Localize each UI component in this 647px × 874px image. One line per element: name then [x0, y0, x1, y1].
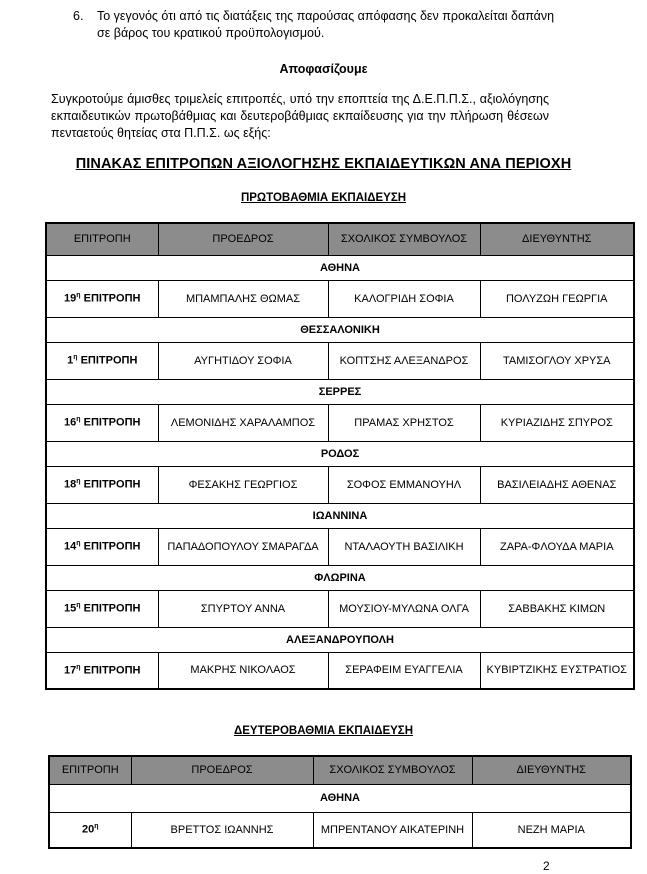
region-row [46, 317, 634, 342]
director-cell: ΖΑΡΑ-ΦΛΟΥΔΑ ΜΑΡΙΑ [480, 528, 634, 565]
main-title: ΠΙΝΑΚΑΣ ΕΠΙΤΡΟΠΩΝ ΑΞΙΟΛΟΓΗΣΗΣ ΕΚΠΑΙΔΕΥΤΙΚΩΝ ΑΝΑ ΠΕΡΙΟΧΗ [75, 156, 572, 172]
column-header: ΣΧΟΛΙΚΟΣ ΣΥΜΒΟΥΛΟΣ [313, 756, 472, 784]
column-header: ΔΙΕΥΘΥΝΤΗΣ [480, 223, 634, 255]
director-cell: ΤΑΜΙΣΟΓΛΟΥ ΧΡΥΣΑ [480, 342, 634, 379]
advisor-cell: ΣΕΡΑΦΕΙΜ ΕΥΑΓΓΕΛΙΑ [328, 652, 480, 689]
advisor-cell: ΚΑΛΟΓΡΙΔΗ ΣΟΦΙΑ [328, 280, 480, 317]
committee-number: 18 [64, 478, 77, 491]
committee-number: 15 [64, 602, 77, 615]
director-cell: ΚΥΡΙΑΖΙΔΗΣ ΣΠΥΡΟΣ [480, 404, 634, 441]
region-name: ΑΘΗΝΑ [46, 255, 634, 280]
paragraph-text: Το γεγονός ότι από τις διατάξεις της παρούσας απόφασης δεν προκαλείται δαπάνη σε βάρος του κρατικού προϋπολογισμού. [97, 9, 555, 40]
committee-number: 16 [64, 416, 77, 429]
committee-label: ΕΠΙΤΡΟΠΗ [83, 416, 141, 429]
region-row [46, 503, 634, 528]
director-cell: ΠΟΛΥΖΩΗ ΓΕΩΡΓΙΑ [480, 280, 634, 317]
secondary-section-title: ΔΕΥΤΕΡΟΒΑΘΜΙΑ ΕΚΠΑΙΔΕΥΣΗ [233, 725, 414, 737]
committee-number: 19 [64, 292, 77, 305]
table-row [46, 466, 634, 503]
advisor-cell: ΚΟΠΤΣΗΣ ΑΛΕΞΑΝΔΡΟΣ [328, 342, 480, 379]
advisor-cell: ΜΟΥΣΙΟΥ-ΜΥΛΩΝΑ ΟΛΓΑ [328, 590, 480, 627]
region-name: ΙΩΑΝΝΙΝΑ [46, 503, 634, 528]
committee-ordinal: η [76, 478, 81, 486]
secondary-committees-table [48, 755, 632, 849]
table-row [46, 342, 634, 379]
decision-heading: Αποφασίζουμε [279, 62, 368, 76]
president-cell: ΜΠΑΜΠΑΛΗΣ ΘΩΜΑΣ [158, 280, 328, 317]
committee-ordinal: η [76, 416, 81, 424]
president-cell: ΠΑΠΑΔΟΠΟΥΛΟΥ ΣΜΑΡΑΓΔΑ [158, 528, 328, 565]
primary-committees-table [45, 222, 635, 690]
primary-section-title: ΠΡΩΤΟΒΑΘΜΙΑ ΕΚΠΑΙΔΕΥΣΗ [240, 192, 407, 204]
column-header: ΕΠΙΤΡΟΠΗ [49, 756, 131, 784]
committee-cell [46, 466, 158, 503]
president-cell: ΒΡΕΤΤΟΣ ΙΩΑΝΝΗΣ [131, 812, 313, 848]
committee-number: 1 [67, 354, 74, 367]
committee-label: ΕΠΙΤΡΟΠΗ [83, 540, 141, 553]
table-row [46, 404, 634, 441]
table-row [46, 528, 634, 565]
committee-ordinal: η [76, 602, 81, 610]
region-row [46, 565, 634, 590]
committee-cell [46, 652, 158, 689]
region-name: ΣΕΡΡΕΣ [46, 379, 634, 404]
region-name: ΑΘΗΝΑ [49, 784, 631, 812]
region-name: ΘΕΣΣΑΛΟΝΙΚΗ [46, 317, 634, 342]
table-row [49, 812, 631, 848]
advisor-cell: ΣΟΦΟΣ ΕΜΜΑΝΟΥΗΛ [328, 466, 480, 503]
committee-number: 14 [64, 540, 77, 553]
committee-label: ΕΠΙΤΡΟΠΗ [80, 354, 138, 367]
committee-ordinal: η [73, 354, 78, 362]
region-row [46, 627, 634, 652]
committee-ordinal: η [76, 540, 81, 548]
committee-ordinal: η [94, 823, 99, 831]
region-name: ΡΟΔΟΣ [46, 441, 634, 466]
advisor-cell: ΜΠΡΕΝΤΑΝΟΥ ΑΙΚΑΤΕΡΙΝΗ [313, 812, 472, 848]
column-header: ΠΡΟΕΔΡΟΣ [131, 756, 313, 784]
committee-number: 17 [64, 664, 77, 677]
director-cell: ΣΑΒΒΑΚΗΣ ΚΙΜΩΝ [480, 590, 634, 627]
paragraph-number: 6. [73, 9, 84, 23]
president-cell: ΣΠΥΡΤΟΥ ΑΝΝΑ [158, 590, 328, 627]
table-row [46, 590, 634, 627]
column-header: ΣΧΟΛΙΚΟΣ ΣΥΜΒΟΥΛΟΣ [328, 223, 480, 255]
committee-label: ΕΠΙΤΡΟΠΗ [83, 292, 141, 305]
committee-label: ΕΠΙΤΡΟΠΗ [83, 478, 141, 491]
committee-cell [46, 342, 158, 379]
committee-label: ΕΠΙΤΡΟΠΗ [83, 602, 141, 615]
director-cell: ΝΕΖΗ ΜΑΡΙΑ [472, 812, 631, 848]
region-row [46, 441, 634, 466]
committee-cell [46, 280, 158, 317]
table-row [46, 280, 634, 317]
advisor-cell: ΠΡΑΜΑΣ ΧΡΗΣΤΟΣ [328, 404, 480, 441]
region-name: ΦΛΩΡΙΝΑ [46, 565, 634, 590]
table-row [46, 652, 634, 689]
president-cell: ΛΕΜΟΝΙΔΗΣ ΧΑΡΑΛΑΜΠΟΣ [158, 404, 328, 441]
president-cell: ΦΕΣΑΚΗΣ ΓΕΩΡΓΙΟΣ [158, 466, 328, 503]
column-header: ΠΡΟΕΔΡΟΣ [158, 223, 328, 255]
region-row [46, 379, 634, 404]
column-header: ΕΠΙΤΡΟΠΗ [46, 223, 158, 255]
region-row [46, 255, 634, 280]
director-cell: ΚΥΒΙΡΤΖΙΚΗΣ ΕΥΣΤΡΑΤΙΟΣ [480, 652, 634, 689]
intro-paragraph: Συγκροτούμε άμισθες τριμελείς επιτροπές, υπό την εποπτεία της Δ.Ε.Π.Π.Σ., αξιολόγησης εκπαιδευτικών πρωτοβάθμιας και δευτεροβάθμιας εκπαίδευσης για την πλήρωση θέσεων πενταετούς θητείας στα Π.Π.Σ. ως εξής: [51, 92, 549, 140]
advisor-cell: ΝΤΑΛΑΟΥΤΗ ΒΑΣΙΛΙΚΗ [328, 528, 480, 565]
committee-cell [46, 590, 158, 627]
committee-ordinal: η [76, 292, 81, 300]
director-cell: ΒΑΣΙΛΕΙΑΔΗΣ ΑΘΕΝΑΣ [480, 466, 634, 503]
committee-number: 20 [81, 823, 95, 836]
region-row [49, 784, 631, 812]
committee-ordinal: η [76, 663, 81, 671]
page-number: 2 [543, 859, 550, 873]
president-cell: ΑΥΓΗΤΙΔΟΥ ΣΟΦΙΑ [158, 342, 328, 379]
column-header: ΔΙΕΥΘΥΝΤΗΣ [472, 756, 631, 784]
committee-cell [46, 404, 158, 441]
region-name: ΑΛΕΞΑΝΔΡΟΥΠΟΛΗ [46, 627, 634, 652]
president-cell: ΜΑΚΡΗΣ ΝΙΚΟΛΑΟΣ [158, 652, 328, 689]
committee-label: ΕΠΙΤΡΟΠΗ [83, 664, 141, 677]
committee-cell [46, 528, 158, 565]
committee-cell [49, 812, 131, 848]
